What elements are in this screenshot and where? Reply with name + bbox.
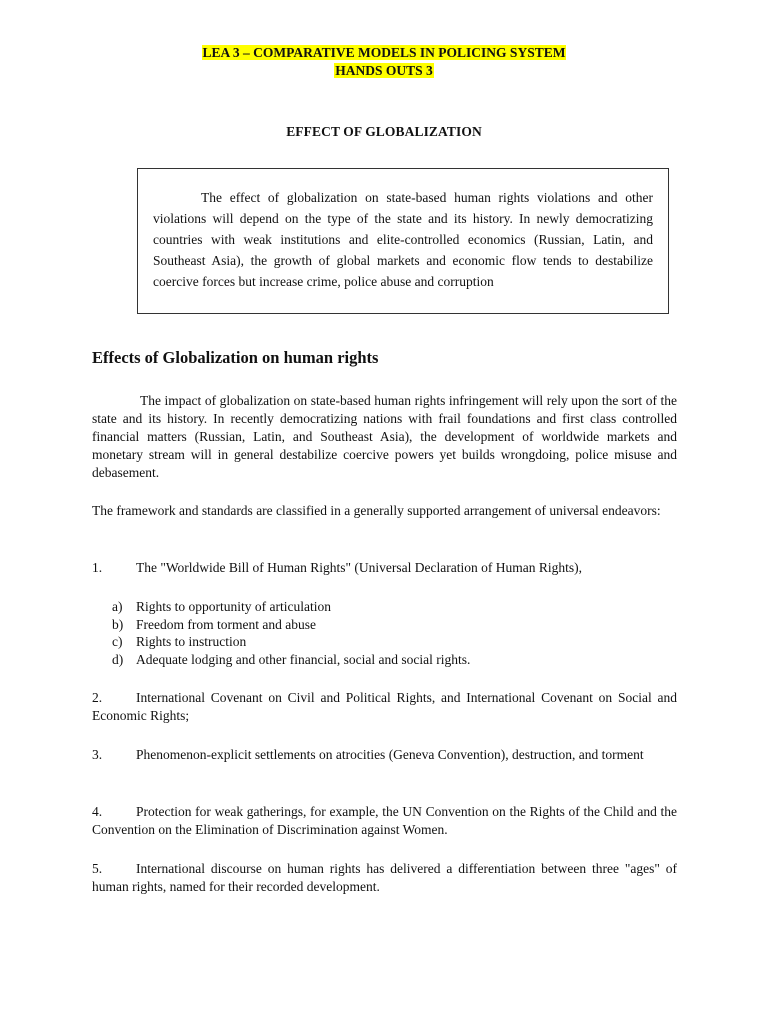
paragraph-2: The framework and standards are classified in a generally supported arrangement of universal endeavors: <box>92 503 661 518</box>
summary-box: The effect of globalization on state-based human rights violations and other violations will depend on the type of the state and its history. In newly democratizing countries with weak institutions and elite-controlled economics (Russian, Latin, and Southeast Asia), the growth of global markets and economic flow tends to destabilize coercive forces but increase crime, police abuse and corruption <box>137 168 669 314</box>
header-line-2: HANDS OUTS 3 <box>335 63 433 78</box>
section-heading: Effects of Globalization on human rights <box>92 348 379 367</box>
sub-list-item <box>112 616 470 634</box>
list-item-text: Protection for weak gatherings, for example, the UN Convention on the Rights of the Child and the Convention on the Elimination of Discrimination against Women. <box>92 804 677 837</box>
header-line-1: LEA 3 – COMPARATIVE MODELS IN POLICING SYSTEM <box>202 45 566 60</box>
list-item-number: 2. <box>92 690 103 705</box>
sub-list-letter: a) <box>112 599 123 614</box>
list-item-4 <box>92 803 677 839</box>
list-item-text: International Covenant on Civil and Political Rights, and International Covenant on Social and Economic Rights; <box>92 690 677 723</box>
list-item-2 <box>92 689 677 725</box>
paragraph-1: The impact of globalization on state-based human rights infringement will rely upon the sort of the state and its history. In recently democratizing nations with frail foundations and first class controlled financial matters (Russian, Latin, and Southeast Asia), the development of worldwide markets and monetary stream will in general destabilize coercive powers yet builds wrongdoing, police misuse and debasement. <box>92 393 677 480</box>
list-item-text: Phenomenon-explicit settlements on atrocities (Geneva Convention), destruction, and torment <box>136 747 644 762</box>
sub-list-text: Freedom from torment and abuse <box>136 616 316 632</box>
list-item-number: 4. <box>92 804 103 819</box>
list-item-3 <box>92 746 677 764</box>
list-item-1 <box>92 559 677 577</box>
sub-list-text: Adequate lodging and other financial, social and social rights. <box>136 651 471 667</box>
sub-list-letter: c) <box>112 634 123 649</box>
list-item-text: The "Worldwide Bill of Human Rights" (Universal Declaration of Human Rights), <box>136 560 582 575</box>
section-title: EFFECT OF GLOBALIZATION <box>286 124 482 139</box>
sub-list-item <box>112 598 470 616</box>
sub-list-letter: d) <box>112 651 124 667</box>
list-item-number: 3. <box>92 747 103 762</box>
sub-list-item <box>112 633 470 651</box>
list-item-number: 1. <box>92 560 103 575</box>
list-item-text: International discourse on human rights has delivered a differentiation between three "ages" of human rights, named for their recorded development. <box>92 861 677 894</box>
sub-list-item <box>112 651 470 669</box>
sub-list-text: Rights to opportunity of articulation <box>136 599 331 614</box>
sub-list-text: Rights to instruction <box>136 634 247 649</box>
sub-list-letter: b) <box>112 616 124 632</box>
list-item-number: 5. <box>92 861 103 876</box>
document-header <box>0 44 768 80</box>
sub-list <box>112 598 470 668</box>
list-item-5 <box>92 860 677 896</box>
